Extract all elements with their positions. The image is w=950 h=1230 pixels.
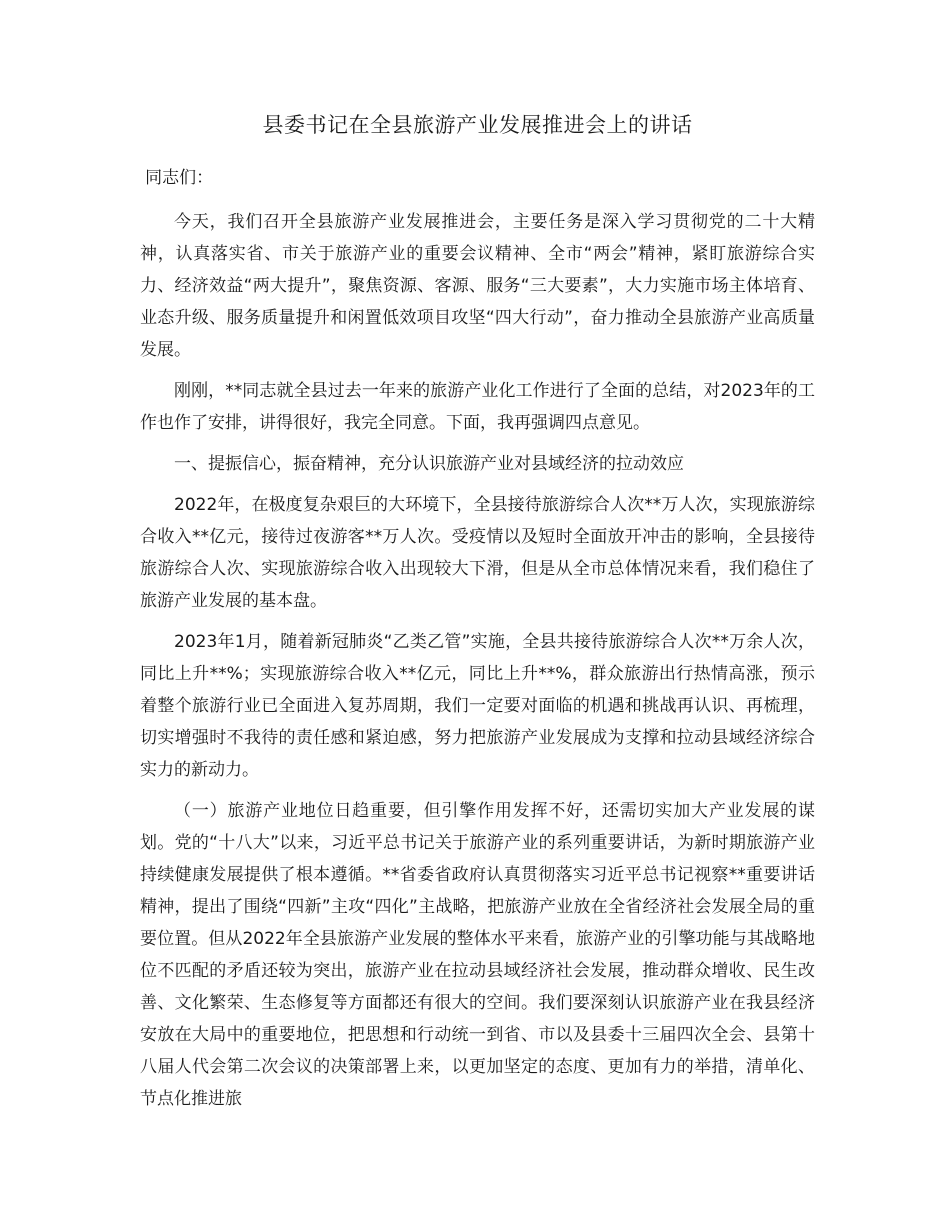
paragraph-2022-stats: 2022年，在极度复杂艰巨的大环境下，全县接待旅游综合人次**万人次，实现旅游综合收入**亿元，接待过夜游客**万人次。受疫情以及短时全面放开冲击的影响，全县接待旅游综合人次、实现旅游综合收入出现较大下滑，但是从全市总体情况来看，我们稳住了旅游产业发展的基本盘。 [140, 495, 815, 611]
paragraph-subsection-1: （一）旅游产业地位日趋重要，但引擎作用发挥不好，还需切实加大产业发展的谋划。党的“十八大”以来，习近平总书记关于旅游产业的系列重要讲话，为新时期旅游产业持续健康发展提供了根本遵循。**省委省政府认真贯彻落实习近平总书记视察**重要讲话精神，提出了围绕“四新”主攻“四化”主战略，把旅游产业放在全省经济社会发展全局的重要位置。但从2022年全县旅游产业发展的整体水平来看，旅游产业的引擎功能与其战略地位不匹配的矛盾还较为突出，旅游产业在拉动县域经济社会发展，推动群众增收、民生改善、文化繁荣、生态修复等方面都还有很大的空间。我们要深刻认识旅游产业在我县经济安放在大局中的重要地位，把思想和行动统一到省、市以及县委十三届四次全会、县第十八届人代会第二次会议的决策部署上来，以更加坚定的态度、更加有力的举措，清单化、节点化推进旅 [140, 801, 815, 1109]
document-title: 县委书记在全县旅游产业发展推进会上的讲话 [262, 113, 693, 137]
greeting: 同志们： [145, 168, 214, 188]
paragraph-2023-stats: 2023年1月，随着新冠肺炎“乙类乙管”实施，全县共接待旅游综合人次**万余人次，同比上升**%；实现旅游综合收入**亿元，同比上升**%，群众旅游出行热情高涨，预示着整个旅游行业已全面进入复苏周期，我们一定要对面临的机遇和挑战再认识、再梳理，切实增强时不我待的责任感和紧迫感，努力把旅游产业发展成为支撑和拉动县域经济综合实力的新动力。 [140, 632, 815, 780]
paragraph-intro: 今天，我们召开全县旅游产业发展推进会，主要任务是深入学习贯彻党的二十大精神，认真落实省、市关于旅游产业的重要会议精神、全市“两会”精神，紧盯旅游综合实力、经济效益“两大提升”，聚焦资源、客源、服务“三大要素”，大力实施市场主体培育、业态升级、服务质量提升和闲置低效项目攻坚“四大行动”，奋力推动全县旅游产业高质量发展。 [140, 212, 815, 360]
section-heading-1: 一、提振信心，振奋精神，充分认识旅游产业对县域经济的拉动效应 [174, 454, 684, 474]
paragraph-summary: 刚刚，**同志就全县过去一年来的旅游产业化工作进行了全面的总结，对2023年的工作也作了安排，讲得很好，我完全同意。下面，我再强调四点意见。 [140, 381, 815, 433]
